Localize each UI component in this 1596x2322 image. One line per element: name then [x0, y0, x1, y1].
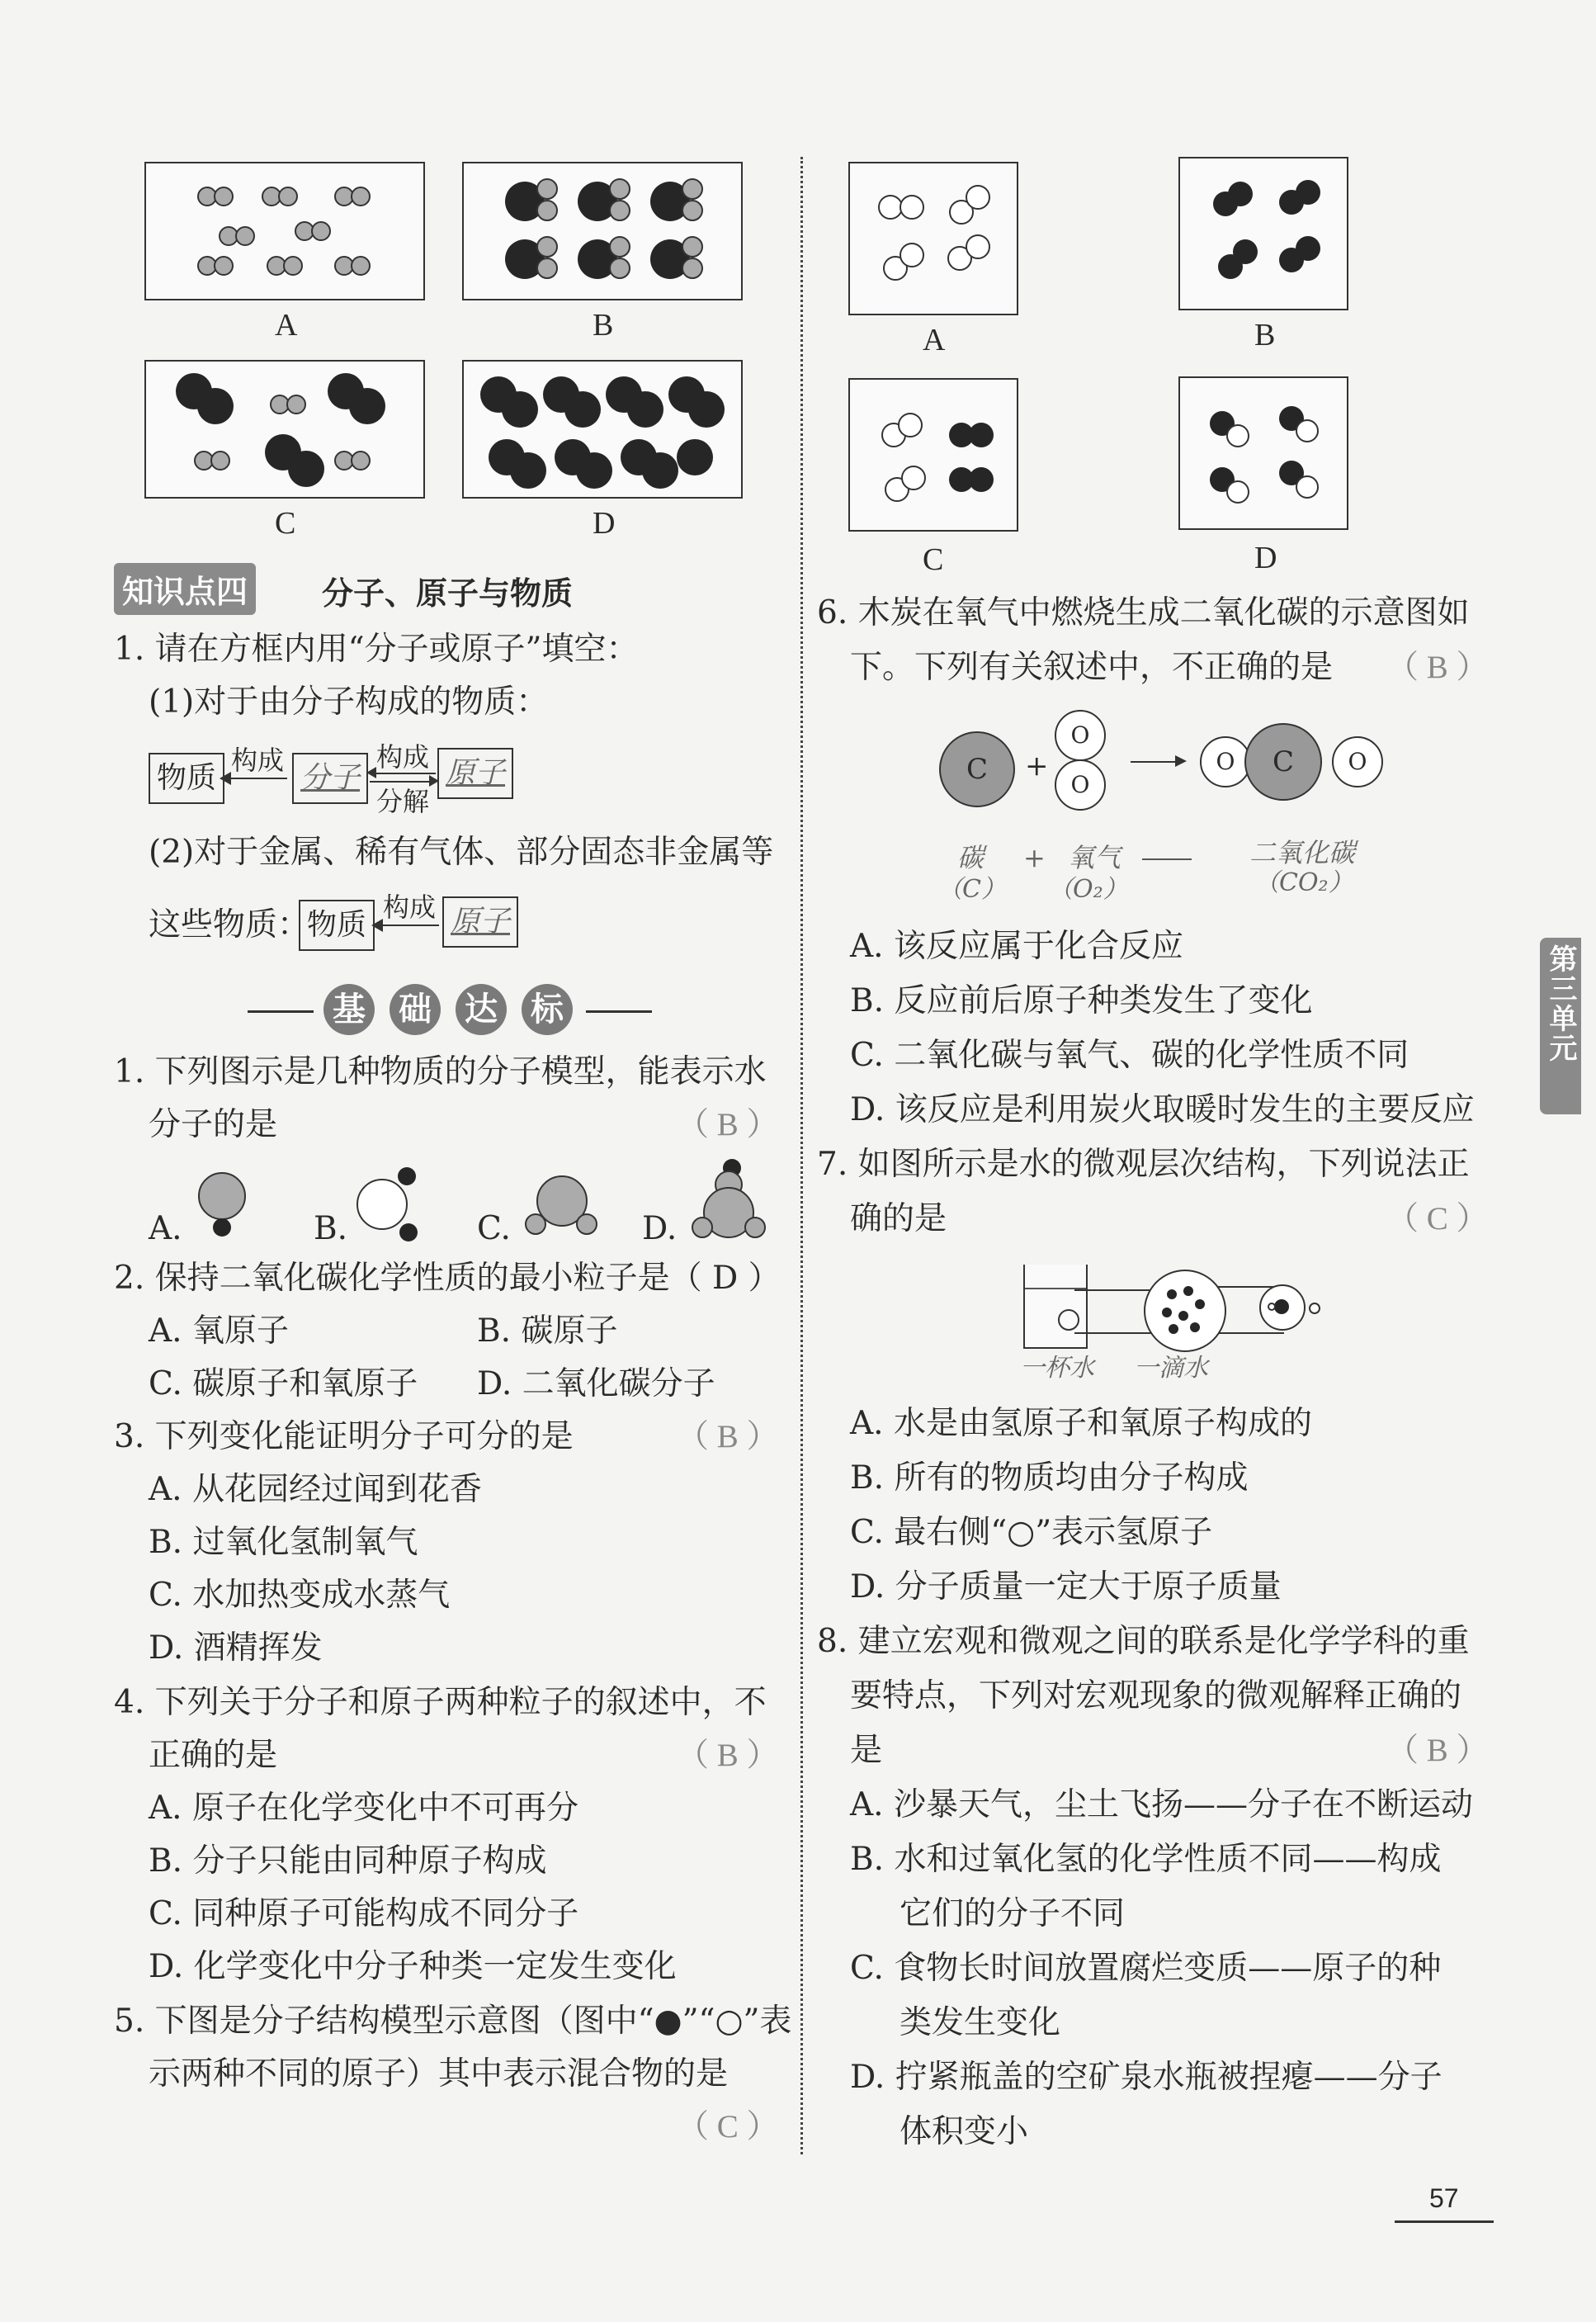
reaction-arrow	[1131, 761, 1180, 763]
molecule-circle	[1259, 1284, 1306, 1331]
banner-char-2: 础	[390, 984, 441, 1035]
banner-char-3: 达	[456, 984, 507, 1035]
q1-model-d	[687, 1159, 777, 1241]
q8-option-d-line1: D. 拧紧瓶盖的空矿泉水瓶被捏瘪——分子	[850, 2059, 1443, 2096]
q1-option-d: D.	[642, 1210, 678, 1247]
q7-line2: 确的是	[850, 1200, 947, 1237]
q2-option-a: A. 氧原子	[149, 1312, 289, 1350]
q3-answer: （ B ）	[677, 1419, 779, 1454]
q8-option-a: A. 沙暴天气，尘土飞扬——分子在不断运动	[850, 1786, 1473, 1823]
diagram-right-d	[1178, 376, 1348, 530]
q1-line1: 1. 下列图示是几种物质的分子模型，能表示水	[114, 1053, 767, 1090]
co2-carbon: C	[1244, 723, 1322, 801]
q7-cup-label: 一杯水	[1020, 1354, 1094, 1383]
q1-option-a: A.	[149, 1210, 182, 1247]
q8-option-d-line2: 体积变小	[900, 2113, 1029, 2150]
q5-line1: 5. 下图是分子结构模型示意图（图中“●”“○”表	[114, 2003, 792, 2040]
knowledge-q1b-line2: 这些物质：	[149, 906, 310, 943]
oxygen-atom-2: O	[1055, 759, 1106, 811]
q4-answer: （ B ）	[677, 1738, 779, 1773]
q6-formula-co2: （CO₂）	[1254, 868, 1353, 897]
diagram-right-b	[1178, 157, 1348, 310]
q6-option-b: B. 反应前后原子种类发生了变化	[850, 982, 1313, 1019]
q6-word-co2: 二氧化碳	[1249, 837, 1356, 868]
q7-option-a: A. 水是由氢原子和氧原子构成的	[850, 1405, 1312, 1442]
q7-option-c: C. 最右侧“○”表示氢原子	[850, 1514, 1213, 1551]
q2-option-d: D. 二氧化碳分子	[477, 1365, 715, 1402]
q8-answer: （ B ）	[1386, 1733, 1489, 1768]
q4-option-c: C. 同种原子可能构成不同分子	[149, 1895, 579, 1932]
q2-option-c: C. 碳原子和氧原子	[149, 1365, 418, 1402]
q7-water-diagram	[1020, 1258, 1325, 1357]
diagram-left-a-label: A	[275, 308, 298, 343]
column-divider	[800, 157, 803, 2154]
q1-option-c: C.	[477, 1210, 511, 1247]
page-number-underline	[1395, 2220, 1494, 2223]
knowledge-q1b-line1: (2)对于金属、稀有气体、部分固态非金属等	[149, 834, 774, 871]
diagram-right-d-label: D	[1254, 541, 1277, 575]
q4-option-a: A. 原子在化学变化中不可再分	[149, 1790, 578, 1827]
diagram-left-b-label: B	[593, 308, 614, 343]
q6-word-oxygen: 氧气	[1068, 842, 1121, 873]
q8-option-c-line2: 类发生变化	[900, 2004, 1061, 2041]
flow2-arrow-label: 构成	[383, 891, 437, 923]
q8-option-b-line2: 它们的分子不同	[900, 1895, 1126, 1932]
q3-option-b: B. 过氧化氢制氧气	[149, 1524, 418, 1561]
q8-line1: 8. 建立宏观和微观之间的联系是化学学科的重	[817, 1623, 1470, 1660]
q6-option-a: A. 该反应属于化合反应	[850, 928, 1183, 965]
q8-line2: 要特点，下列对宏观现象的微观解释正确的	[850, 1677, 1462, 1714]
q7-option-b: B. 所有的物质均由分子构成	[850, 1459, 1249, 1497]
q8-option-c-line1: C. 食物长时间放置腐烂变质——原子的种	[850, 1950, 1442, 1987]
flow-box-molecule-text: 分子	[300, 761, 361, 795]
q6-formula-o2: （O₂）	[1048, 875, 1128, 904]
flow2-box-substance: 物质	[299, 900, 375, 951]
q5-line2: 示两种不同的原子）其中表示混合物的是	[149, 2055, 729, 2093]
diagram-left-d	[462, 360, 743, 499]
knowledge-title: 分子、原子与物质	[322, 575, 574, 612]
knowledge-q1a: (1)对于由分子构成的物质：	[149, 683, 549, 721]
q6-line2: 下。下列有关叙述中，不正确的是	[850, 649, 1334, 686]
q1-model-b	[357, 1167, 431, 1241]
oxygen-atom-1: O	[1055, 710, 1106, 761]
flow-arrow-top-label: 构成	[376, 741, 430, 773]
drop-circle	[1144, 1270, 1226, 1352]
q6-formula-c: （C）	[937, 875, 1006, 904]
flow-box-atom	[437, 748, 513, 799]
knowledge-q1: 1. 请在方框内用“分子或原子”填空：	[114, 631, 639, 668]
q6-word-carbon: 碳	[957, 842, 985, 873]
side-tab-label: 第三单元	[1544, 944, 1577, 1063]
q4-option-d: D. 化学变化中分子种类一定发生变化	[149, 1948, 677, 1985]
flow-box-molecule	[292, 753, 368, 804]
q7-option-d: D. 分子质量一定大于原子质量	[850, 1568, 1282, 1606]
flow-arrow-left-label: 构成	[231, 745, 285, 776]
q1-option-b: B.	[314, 1210, 348, 1247]
diagram-right-a	[848, 162, 1018, 315]
knowledge-tag: 知识点四	[114, 563, 256, 615]
flow-arrow-bottom-label: 分解	[376, 786, 430, 817]
reaction-arrow-head	[1175, 755, 1187, 767]
q6-answer: （ B ）	[1386, 650, 1489, 685]
q1-model-a	[195, 1172, 253, 1246]
flow2-box-atom-text: 原子	[451, 905, 511, 939]
diagram-left-c	[144, 360, 425, 499]
q7-drop-label: 一滴水	[1134, 1354, 1208, 1383]
banner-char-4: 标	[522, 984, 573, 1035]
diagram-left-d-label: D	[593, 506, 616, 541]
q6-word-plus: +	[1023, 842, 1046, 873]
diagram-left-b	[462, 162, 743, 300]
q8-option-b-line1: B. 水和过氧化氢的化学性质不同——构成	[850, 1841, 1442, 1878]
q7-answer: （ C ）	[1386, 1201, 1489, 1237]
carbon-atom: C	[939, 731, 1015, 807]
q6-reaction-diagram	[924, 698, 1419, 822]
diagram-left-a	[144, 162, 425, 300]
q8-line3: 是	[850, 1732, 883, 1769]
flow2-arrow	[373, 890, 442, 939]
q3-line1: 3. 下列变化能证明分子可分的是	[114, 1418, 574, 1455]
q1-answer: （ B ）	[677, 1107, 779, 1142]
banner-char-1: 基	[323, 984, 375, 1035]
q4-option-b: B. 分子只能由同种原子构成	[149, 1842, 547, 1880]
q4-line1: 4. 下列关于分子和原子两种粒子的叙述中，不	[114, 1684, 767, 1721]
q6-option-d: D. 该反应是利用炭火取暖时发生的主要反应	[850, 1091, 1475, 1128]
q3-option-d: D. 酒精挥发	[149, 1629, 323, 1667]
q6-option-c: C. 二氧化碳与氧气、碳的化学性质不同	[850, 1037, 1409, 1074]
q2-option-b: B. 碳原子	[477, 1312, 618, 1350]
flow-arrow-double	[366, 736, 441, 817]
q3-option-a: A. 从花园经过闻到花香	[149, 1471, 482, 1508]
side-tab	[1540, 938, 1581, 1114]
q4-line2: 正确的是	[149, 1737, 278, 1774]
flow-arrow-left	[221, 743, 290, 792]
co2-oxygen-left: O	[1200, 736, 1251, 787]
hydrogen-atom	[1309, 1303, 1320, 1314]
q3-option-c: C. 水加热变成水蒸气	[149, 1577, 451, 1614]
q5-answer: （ C ）	[677, 2109, 779, 2145]
co2-oxygen-right: O	[1332, 736, 1383, 787]
plus-sign-1: +	[1025, 750, 1049, 783]
q6-line1: 6. 木炭在氧气中燃烧生成二氧化碳的示意图如	[817, 594, 1470, 631]
q1-line2: 分子的是	[149, 1106, 278, 1143]
flow2-box-atom	[442, 896, 518, 948]
diagram-right-a-label: A	[923, 323, 946, 357]
diagram-right-c-label: C	[923, 542, 944, 577]
diagram-left-c-label: C	[275, 506, 296, 541]
q2-line1: 2. 保持二氧化碳化学性质的最小粒子是（ D ）	[114, 1260, 781, 1297]
page-number: 57	[1429, 2183, 1459, 2213]
flow-box-substance: 物质	[149, 753, 224, 804]
banner	[248, 982, 652, 1040]
q6-word-arrow	[1142, 858, 1192, 860]
q1-model-c	[520, 1172, 611, 1238]
flow-box-atom-text: 原子	[446, 756, 506, 790]
diagram-right-b-label: B	[1254, 318, 1276, 352]
q7-line1: 7. 如图所示是水的微观层次结构，下列说法正	[817, 1146, 1470, 1183]
diagram-right-c	[848, 378, 1018, 532]
